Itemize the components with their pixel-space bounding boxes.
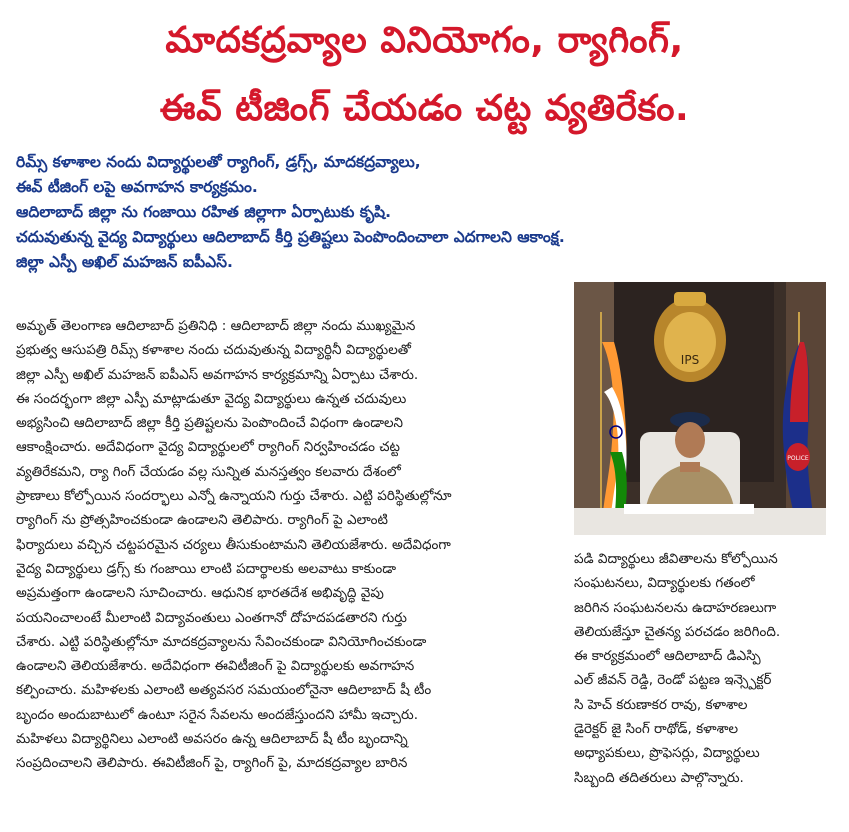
body-line: ఆకాంక్షించారు. అదేవిధంగా వైద్య విద్యార్థులలో ర్యాగింగ్ నిర్వహించడం చట్ట (16, 439, 400, 456)
subhead-4: చదువుతున్న వైద్య విద్యార్థులు ఆదిలాబాద్ కీర్తి ప్రతిష్టలు పెంపొందించాలా ఎదగాలని ఆకాంక్ష. (16, 228, 565, 246)
body-line: అధ్యాపకులు, ప్రొఫెసర్లు, విద్యార్థులు (574, 745, 760, 762)
body-line: సంప్రదించాలని తెలిపారు. ఈవిటీజింగ్ పై, ర్యాగింగ్ పై, మాదకద్రవ్యాల బారిన (16, 755, 408, 772)
body-line: సిబ్బంది తదితరులు పాల్గొన్నారు. (574, 769, 744, 786)
body-line: తెలియజేస్తూ చైతన్య పరచడం జరిగింది. (574, 623, 781, 640)
headline-line-1: మాదకద్రవ్యాల వినియోగం, ర్యాగింగ్, (165, 20, 684, 61)
body-line: ఈ కార్యక్రమంలో ఆదిలాబాద్ డిఎస్పి (574, 648, 761, 665)
body-line: ర్యాగింగ్ ను ప్రోత్సహించకుండా ఉండాలని తెలిపారు. ర్యాగింగ్ పై ఎలాంటి (16, 512, 388, 529)
body-line: మహిళలు విద్యార్థినిలు ఎలాంటి అవసరం ఉన్న ఆదిలాబాద్ షీ టీం బృందాన్ని (16, 731, 408, 748)
body-line: జిల్లా ఎస్పీ అఖిల్ మహజన్ ఐపీఎస్ అవగాహన కార్యక్రమాన్ని ఏర్పాటు చేశారు. (16, 366, 419, 383)
body-line: ఫిర్యాదులు వచ్చిన చట్టపరమైన చర్యలు తీసుకుంటామని తెలియజేశారు. అదేవిధంగా (16, 536, 451, 553)
subhead-2: ఈవ్ టీజింగ్ లపై అవగాహన కార్యక్రమం. (16, 178, 258, 196)
article-body-left-column (16, 314, 566, 776)
body-line: జరిగిన సంఘటనలను ఉదాహరణలుగా (574, 599, 777, 616)
svg-text:IPS: IPS (680, 353, 700, 367)
body-line: కల్పించారు. మహిళలకు ఎలాంటి అత్యవసర సమయంలోనైనా ఆదిలాబాద్ షీ టీం (16, 682, 432, 699)
body-line: బృందం అందుబాటులో ఉంటూ సరైన సేవలను అందజేస్తుందని హామీ ఇచ్చారు. (16, 706, 418, 723)
body-line: డైరెక్టర్ జై సింగ్ రాథోడ్, కళాశాల (574, 721, 739, 738)
body-line: ప్రభుత్వ ఆసుపత్రి రిమ్స్ కళాశాల నందు చదువుతున్న విద్యార్థినీ విద్యార్థులతో (16, 342, 411, 359)
body-line: సి హెచ్ కరుణాకర రావు, కళాశాల (574, 696, 748, 713)
body-line: అప్రమత్తంగా ఉండాలని సూచించారు. ఆధునిక భారతదేశ అభివృద్ధి వైపు (16, 585, 384, 602)
subhead-5: జిల్లా ఎస్పీ అఖిల్ మహజన్ ఐపీఎస్. (16, 253, 233, 271)
article-body-right-column (574, 547, 838, 790)
subhead-1: రిమ్స్ కళాశాల నందు విద్యార్థులతో ర్యాగింగ్, డ్రగ్స్, మాదకద్రవ్యాలు, (16, 153, 421, 171)
body-line: ఈ సందర్భంగా జిల్లా ఎస్పీ మాట్లాడుతూ వైద్య విద్యార్థులు ఉన్నత చదువులు (16, 390, 407, 407)
sp-office-photo (574, 282, 826, 535)
subheadlines (16, 150, 836, 275)
body-line: చేశారు. ఎట్టి పరిస్థితుల్లోనూ మాదకద్రవ్యాలను సేవించకుండా వినియోగించకుండా (16, 633, 427, 650)
body-line: ఎల్ జీవన్ రెడ్డి, రెండో పట్టణ ఇన్స్పెక్టర్ (574, 672, 772, 689)
body-line: ప్రాణాలు కోల్పోయిన సందర్భాలు ఎన్నో ఉన్నాయని గుర్తు చేశారు. ఎట్టి పరిస్థితుల్లోనూ (16, 488, 452, 505)
body-line: పయనించాలంటే మీలాంటి విద్యావంతులు ఎంతగానో దోహదపడతారని గుర్తు (16, 609, 407, 626)
body-line: పడి విద్యార్థులు జీవితాలను కోల్పోయిన (574, 551, 778, 567)
body-line: అమృత్ తెలంగాణ ఆదిలాబాద్ ప్రతినిధి : ఆదిలాబాద్ జిల్లా నందు ముఖ్యమైన (16, 318, 416, 334)
headline-line-2: ఈవ్ టీజింగ్ చేయడం చట్ట వ్యతిరేకం. (159, 88, 690, 129)
subhead-3: ఆదిలాబాద్ జిల్లా ను గంజాయి రహిత జిల్లాగా ఏర్పాటుకు కృషి. (16, 203, 391, 221)
body-line: అభ్యసించి ఆదిలాబాద్ జిల్లా కీర్తి ప్రతిష్టలను పెంపొందించే విధంగా ఉండాలని (16, 415, 404, 432)
police-flag-text: POLICE (787, 455, 809, 462)
body-line: ఉండాలని తెలియజేశారు. అదేవిధంగా ఈవిటీజింగ్ పై విద్యార్థులకు అవగాహన (16, 658, 415, 675)
body-line: వైద్య విద్యార్థులు డ్రగ్స్ కు గంజాయి లాంటి పదార్థాలకు అలవాటు కాకుండా (16, 560, 396, 577)
body-line: వ్యతిరేకమని, ర్యా గింగ్ చేయడం వల్ల సున్నిత మనస్తత్వం కలవారు దేశంలో (16, 463, 401, 480)
clipped-top-text (0, 0, 849, 8)
body-line: సంఘటనలు, విద్యార్థులకు గతంలో (574, 575, 755, 592)
